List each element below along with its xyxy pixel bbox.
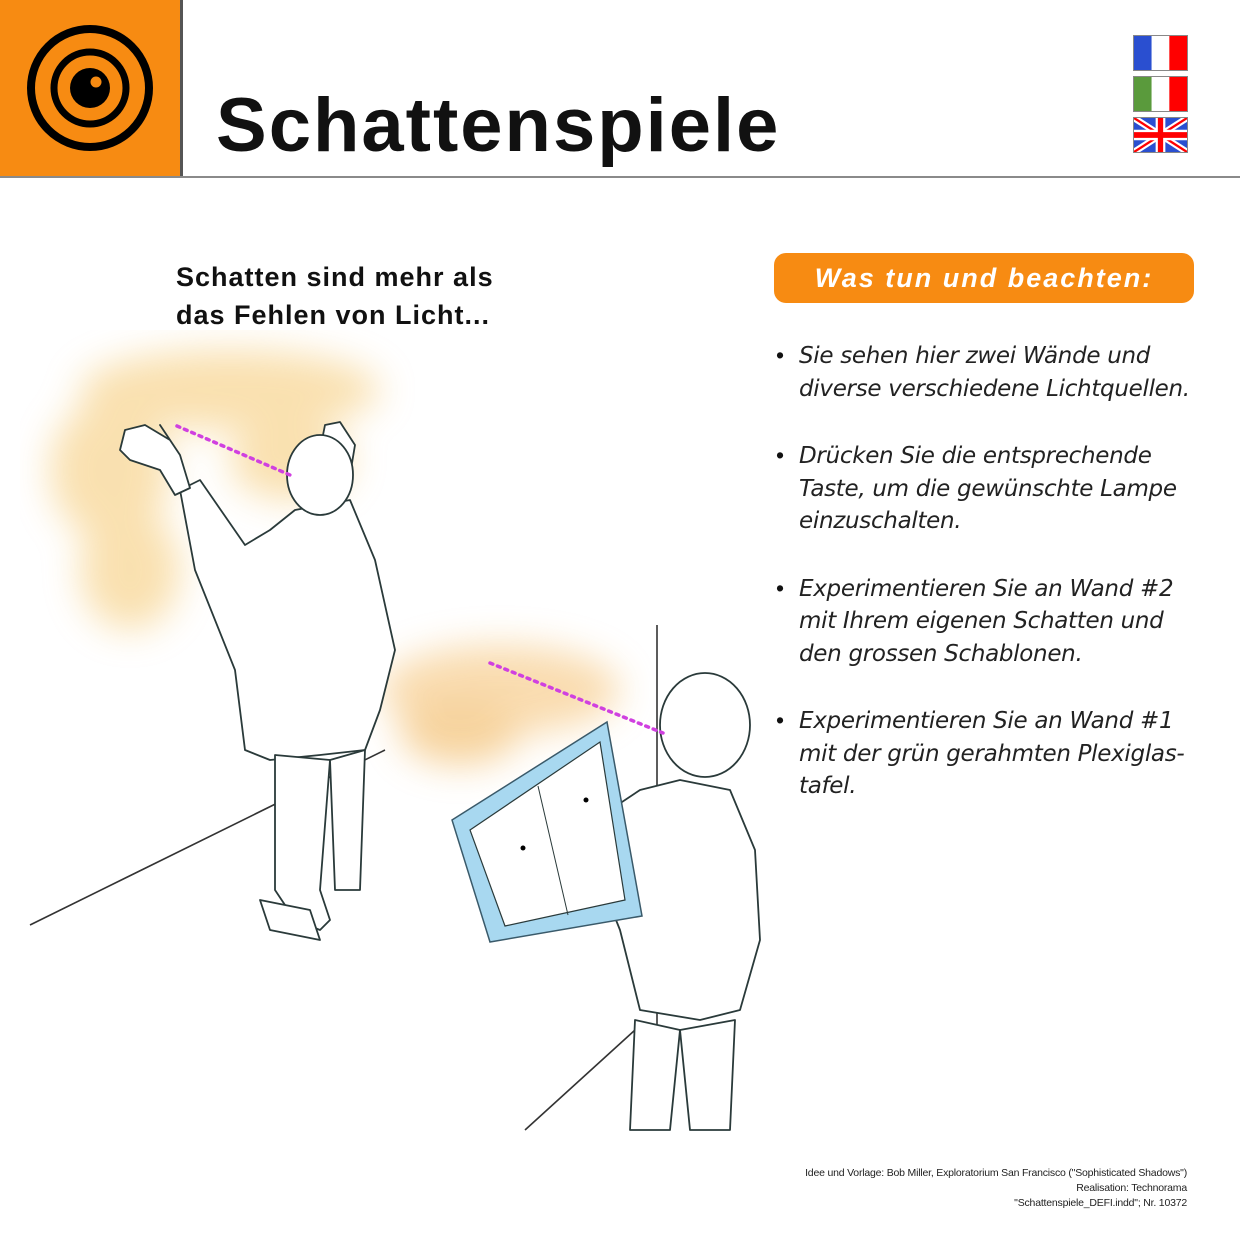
credits: [805, 1166, 1187, 1211]
list-item: • Sie sehen hier zwei Wände und diverse verschiedene Lichtquellen.: [776, 340, 1206, 405]
flag-uk-icon[interactable]: [1133, 117, 1188, 153]
flag-france-icon[interactable]: [1133, 35, 1188, 71]
logo-panel: [0, 0, 183, 176]
intro-heading: [176, 258, 494, 334]
credits-line-2: Realisation: Technorama: [1076, 1182, 1187, 1194]
intro-line-2: das Fehlen von Licht...: [176, 300, 491, 330]
header-divider: [0, 176, 1240, 178]
intro-line-1: Schatten sind mehr als: [176, 262, 494, 292]
target-eye-icon: [0, 0, 180, 176]
language-selector: [1133, 35, 1189, 158]
instructions-heading: Was tun und beachten:: [774, 253, 1194, 303]
shadow-play-illustration: [20, 330, 780, 1140]
flag-italy-icon[interactable]: [1133, 76, 1188, 112]
list-item: • Drücken Sie die entsprechende Taste, um die gewünschte Lampe einzuschalten.: [776, 440, 1206, 538]
credits-line-1: Idee und Vorlage: Bob Miller, Exploratorium San Francisco ("Sophisticated Shadows"): [805, 1167, 1187, 1179]
credits-line-3: "Schattenspiele_DEFI.indd"; Nr. 10372: [1014, 1197, 1187, 1209]
list-item: • Experimentieren Sie an Wand #2 mit Ihrem eigenen Schatten und den grossen Schablonen.: [776, 573, 1206, 671]
page-title: Schattenspiele: [216, 83, 781, 168]
instructions-list: [776, 340, 1206, 838]
list-item: • Experimentieren Sie an Wand #1 mit der grün gerahmten Plexiglas-tafel.: [776, 705, 1206, 803]
